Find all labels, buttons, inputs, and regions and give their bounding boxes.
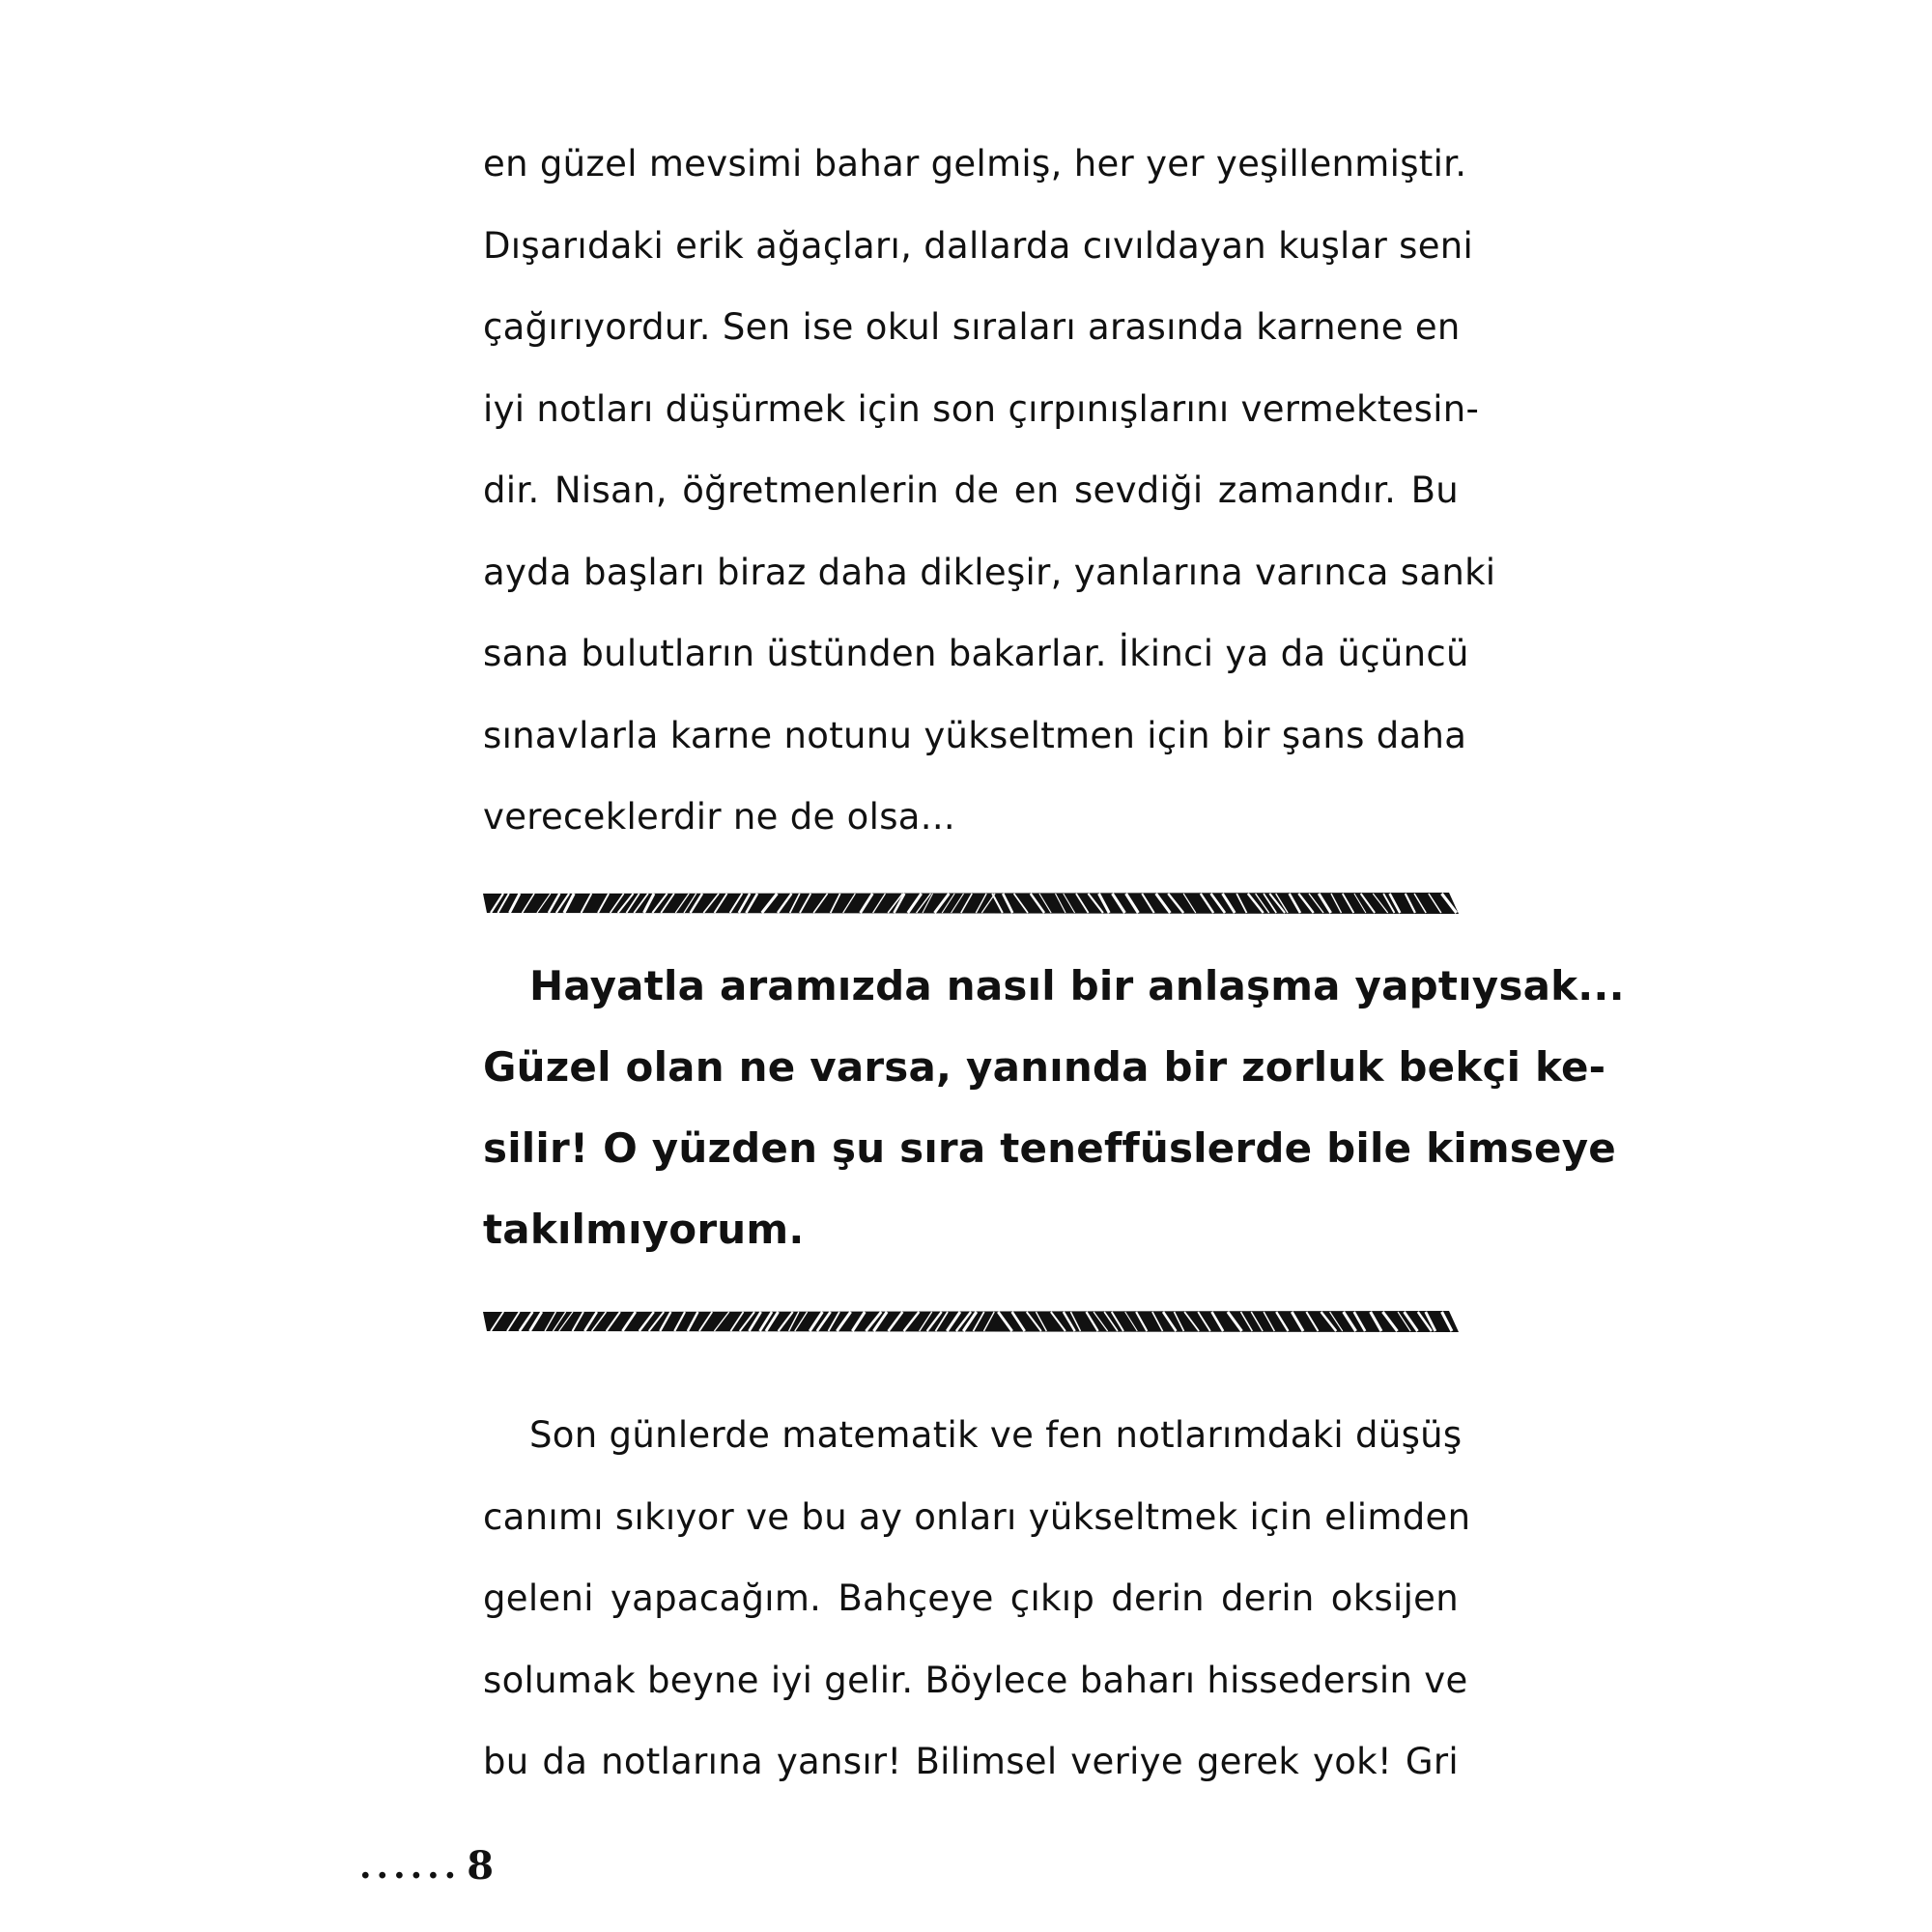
paragraph-line: dir. Nisan, öğretmenlerin de en sevdiği zamandır. Bu [483, 469, 1459, 511]
hatch-pattern [483, 891, 1459, 916]
paragraph-line: canımı sıkıyor ve bu ay onları yükseltmek için elimden [483, 1495, 1471, 1538]
paragraph-line: çağırıyordur. Sen ise okul sıraları arasında karnene en [483, 306, 1461, 348]
paragraph-line: en güzel mevsimi bahar gelmiş, her yer yeşillenmiştir. [483, 143, 1467, 185]
paragraph-2 [483, 1395, 1471, 1804]
page-number [359, 1843, 494, 1889]
hatch-pattern [483, 1309, 1459, 1334]
page-number-dots: ...... [359, 1845, 462, 1887]
pull-quote-line: takılmıyorum. [483, 1206, 805, 1253]
paragraph-line: ayda başları biraz daha dikleşir, yanlarına varınca sanki [483, 551, 1496, 593]
paragraph-line: bu da notlarına yansır! Bilimsel veriye gerek yok! Gri [483, 1741, 1459, 1782]
pull-quote-line: Güzel olan ne varsa, yanında bir zorluk bekçi ke- [483, 1043, 1606, 1091]
paragraph-1 [483, 124, 1496, 859]
page-number-value: 8 [467, 1843, 495, 1889]
paragraph-line: geleni yapacağım. Bahçeye çıkıp derin derin oksijen [483, 1577, 1459, 1619]
pull-quote [483, 946, 1625, 1270]
paragraph-line: vereceklerdir ne de olsa... [483, 796, 955, 838]
hatched-divider-bottom [483, 1309, 1459, 1334]
pull-quote-line: Hayatla aramızda nasıl bir anlaşma yaptıysak... [529, 962, 1625, 1009]
paragraph-line: solumak beyne iyi gelir. Böylece baharı hissedersin ve [483, 1659, 1468, 1701]
paragraph-line: sınavlarla karne notunu yükseltmen için bir şans daha [483, 714, 1467, 756]
paragraph-line: Son günlerde matematik ve fen notlarımdaki düşüş [529, 1414, 1463, 1456]
paragraph-line: iyi notları düşürmek için son çırpınışlarını vermektesin- [483, 387, 1480, 430]
paragraph-line: Dışarıdaki erik ağaçları, dallarda cıvıldayan kuşlar seni [483, 224, 1474, 267]
hatched-divider-top [483, 891, 1459, 916]
paragraph-line: sana bulutların üstünden bakarlar. İkinci ya da üçüncü [483, 633, 1469, 674]
pull-quote-line: silir! O yüzden şu sıra teneffüslerde bile kimseye [483, 1124, 1616, 1172]
